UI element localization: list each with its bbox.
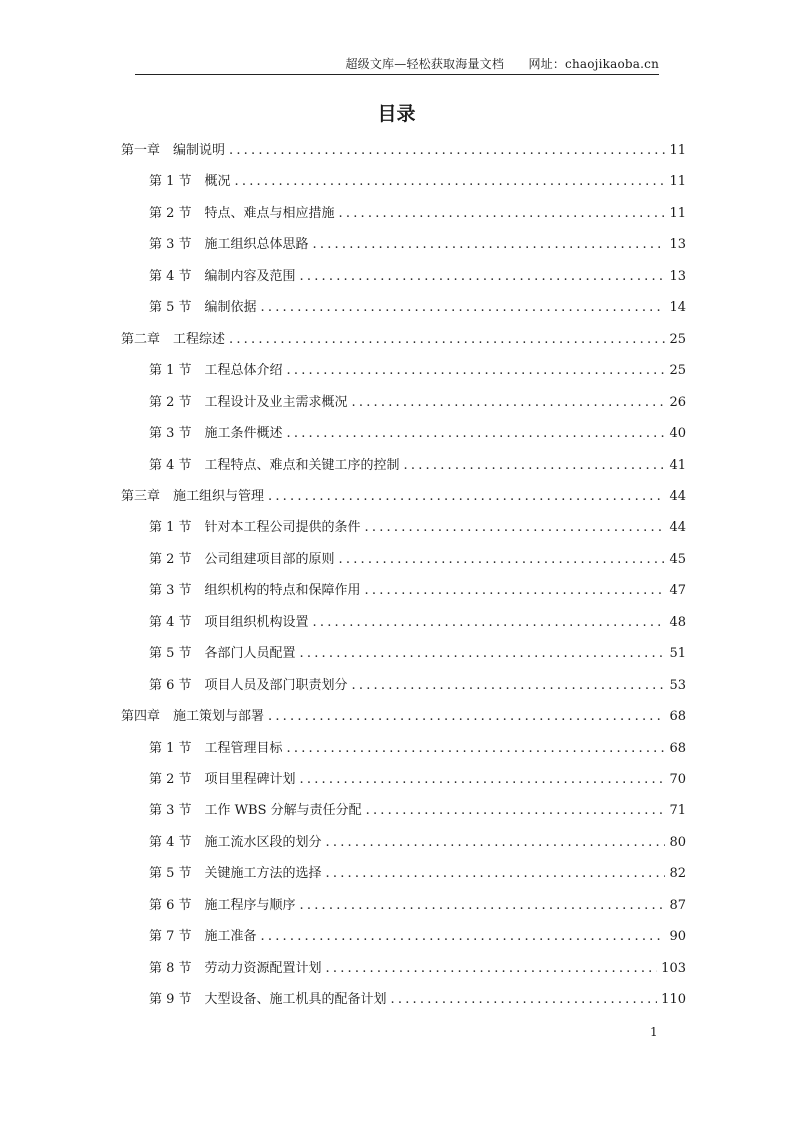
toc-section-entry[interactable]	[149, 456, 686, 476]
toc-section-entry[interactable]	[149, 676, 686, 696]
toc-entry-label: 第 1 节 概况	[149, 174, 231, 190]
toc-entry-page-number: 51	[669, 646, 686, 662]
toc-leader-dots	[287, 424, 666, 444]
toc-leader-dots	[268, 487, 665, 507]
toc-entry-label: 第 4 节 编制内容及范围	[149, 268, 296, 284]
toc-leader-dots	[229, 330, 665, 350]
toc-entry-page-number: 45	[669, 551, 686, 567]
toc-leader-dots	[300, 896, 666, 916]
toc-entry-page-number: 68	[669, 709, 686, 725]
toc-entry-label: 第三章 施工组织与管理	[121, 488, 265, 504]
toc-leader-dots	[326, 833, 666, 853]
header-text: 超级文库—轻松获取海量文档 网址：chaojikaoba.cn	[345, 57, 659, 71]
toc-leader-dots	[268, 707, 665, 727]
toc-entry-label: 第 2 节 公司组建项目部的原则	[149, 551, 335, 567]
toc-section-entry[interactable]	[149, 801, 686, 821]
toc-section-entry[interactable]	[149, 550, 686, 570]
toc-entry-label: 第 5 节 编制依据	[149, 300, 257, 316]
toc-entry-label: 第 4 节 工程特点、难点和关键工序的控制	[149, 457, 400, 473]
toc-entry-label: 第 1 节 工程管理目标	[149, 740, 283, 756]
toc-entry-label: 第 2 节 工程设计及业主需求概况	[149, 394, 348, 410]
toc-entry-page-number: 13	[669, 268, 686, 284]
toc-chapter-entry[interactable]	[121, 487, 686, 507]
toc-entry-label: 第 7 节 施工准备	[149, 929, 257, 945]
toc-entry-page-number: 70	[669, 772, 686, 787]
toc-entry-page-number: 68	[669, 740, 686, 756]
toc-entry-label: 第 5 节 关键施工方法的选择	[149, 866, 322, 882]
toc-entry-label: 第 3 节 施工条件概述	[149, 426, 283, 442]
toc-section-entry[interactable]	[149, 393, 686, 413]
toc-entry-page-number: 44	[669, 488, 686, 504]
toc-entry-page-number: 44	[669, 520, 686, 536]
toc-entry-label: 第 1 节 工程总体介绍	[149, 363, 283, 379]
toc-leader-dots	[352, 676, 666, 696]
toc-leader-dots	[229, 141, 665, 161]
toc-section-entry[interactable]	[149, 927, 686, 947]
toc-entry-page-number: 80	[669, 834, 686, 850]
toc-entry-page-number: 14	[669, 300, 686, 316]
toc-entry-label: 第 4 节 项目组织机构设置	[149, 614, 309, 630]
toc-chapter-entry[interactable]	[121, 141, 686, 161]
toc-leader-dots	[352, 393, 666, 413]
toc-entry-page-number: 71	[669, 803, 686, 819]
toc-section-entry[interactable]	[149, 833, 686, 853]
toc-section-entry[interactable]	[149, 298, 686, 318]
toc-entry-label: 第 3 节 工作 WBS 分解与责任分配	[149, 803, 362, 819]
toc-entry-page-number: 25	[669, 363, 686, 379]
toc-leader-dots	[404, 456, 666, 476]
toc-chapter-entry[interactable]	[121, 330, 686, 350]
toc-entry-label: 第 1 节 针对本工程公司提供的条件	[149, 520, 361, 536]
toc-leader-dots	[287, 739, 666, 759]
toc-leader-dots	[391, 990, 658, 1010]
toc-leader-dots	[326, 959, 658, 979]
toc-entry-label: 第 3 节 施工组织总体思路	[149, 237, 309, 253]
toc-section-entry[interactable]	[149, 518, 686, 538]
toc-section-entry[interactable]	[149, 204, 686, 224]
toc-entry-label: 第 8 节 劳动力资源配置计划	[149, 960, 322, 976]
toc-entry-label: 第 6 节 施工程序与顺序	[149, 897, 296, 913]
toc-leader-dots	[365, 581, 666, 601]
toc-leader-dots	[365, 518, 666, 538]
toc-entry-page-number: 87	[669, 897, 686, 913]
toc-leader-dots	[300, 644, 666, 664]
toc-entry-label: 第 5 节 各部门人员配置	[149, 646, 296, 662]
toc-entry-page-number: 90	[669, 929, 686, 945]
toc-entry-label: 第 9 节 大型设备、施工机具的配备计划	[149, 992, 387, 1008]
toc-leader-dots	[326, 864, 666, 884]
toc-entry-label: 第 2 节 项目里程碑计划	[149, 772, 296, 787]
toc-entry-page-number: 110	[661, 992, 686, 1008]
toc-entry-page-number: 11	[669, 205, 686, 221]
toc-entry-page-number: 26	[669, 394, 686, 410]
toc-section-entry[interactable]	[149, 864, 686, 884]
toc-entry-page-number: 103	[661, 960, 686, 976]
toc-section-entry[interactable]	[149, 361, 686, 381]
page-header	[135, 56, 659, 75]
toc-leader-dots	[339, 550, 666, 570]
toc-leader-dots	[261, 298, 666, 318]
toc-section-entry[interactable]	[149, 644, 686, 664]
toc-section-entry[interactable]	[149, 770, 686, 790]
toc-entry-page-number: 13	[669, 237, 686, 253]
toc-section-entry[interactable]	[149, 990, 686, 1010]
toc-entry-label: 第二章 工程综述	[121, 331, 226, 347]
toc-section-entry[interactable]	[149, 613, 686, 633]
toc-entry-page-number: 82	[669, 866, 686, 882]
toc-leader-dots	[235, 172, 666, 192]
toc-entry-page-number: 25	[669, 331, 686, 347]
toc-entry-label: 第 4 节 施工流水区段的划分	[149, 834, 322, 850]
toc-section-entry[interactable]	[149, 235, 686, 255]
toc-leader-dots	[339, 204, 666, 224]
toc-entry-label: 第四章 施工策划与部署	[121, 709, 265, 725]
toc-leader-dots	[366, 801, 666, 821]
toc-leader-dots	[313, 235, 666, 255]
toc-leader-dots	[300, 770, 666, 790]
toc-leader-dots	[313, 613, 666, 633]
toc-entry-page-number: 11	[669, 174, 686, 190]
toc-leader-dots	[261, 927, 666, 947]
toc-entry-page-number: 11	[669, 143, 686, 158]
toc-entry-label: 第 6 节 项目人员及部门职责划分	[149, 677, 348, 693]
toc-section-entry[interactable]	[149, 896, 686, 916]
toc-section-entry[interactable]	[149, 581, 686, 601]
toc-entry-page-number: 40	[669, 426, 686, 442]
toc-entry-page-number: 41	[669, 457, 686, 473]
toc-entry-label: 第 3 节 组织机构的特点和保障作用	[149, 583, 361, 599]
toc-leader-dots	[287, 361, 666, 381]
toc-section-entry[interactable]	[149, 267, 686, 287]
footer-page-number: 1	[650, 1025, 658, 1039]
toc-entry-page-number: 47	[669, 583, 686, 599]
toc-title: 目录	[377, 103, 416, 125]
toc-section-entry[interactable]	[149, 739, 686, 759]
toc-section-entry[interactable]	[149, 172, 686, 192]
toc-entry-page-number: 53	[669, 677, 686, 693]
toc-chapter-entry[interactable]	[121, 707, 686, 727]
toc-entry-page-number: 48	[669, 614, 686, 630]
toc-leader-dots	[300, 267, 666, 287]
toc-section-entry[interactable]	[149, 959, 686, 979]
toc-entry-label: 第一章 编制说明	[121, 143, 226, 158]
toc-entry-label: 第 2 节 特点、难点与相应措施	[149, 205, 335, 221]
toc-section-entry[interactable]	[149, 424, 686, 444]
